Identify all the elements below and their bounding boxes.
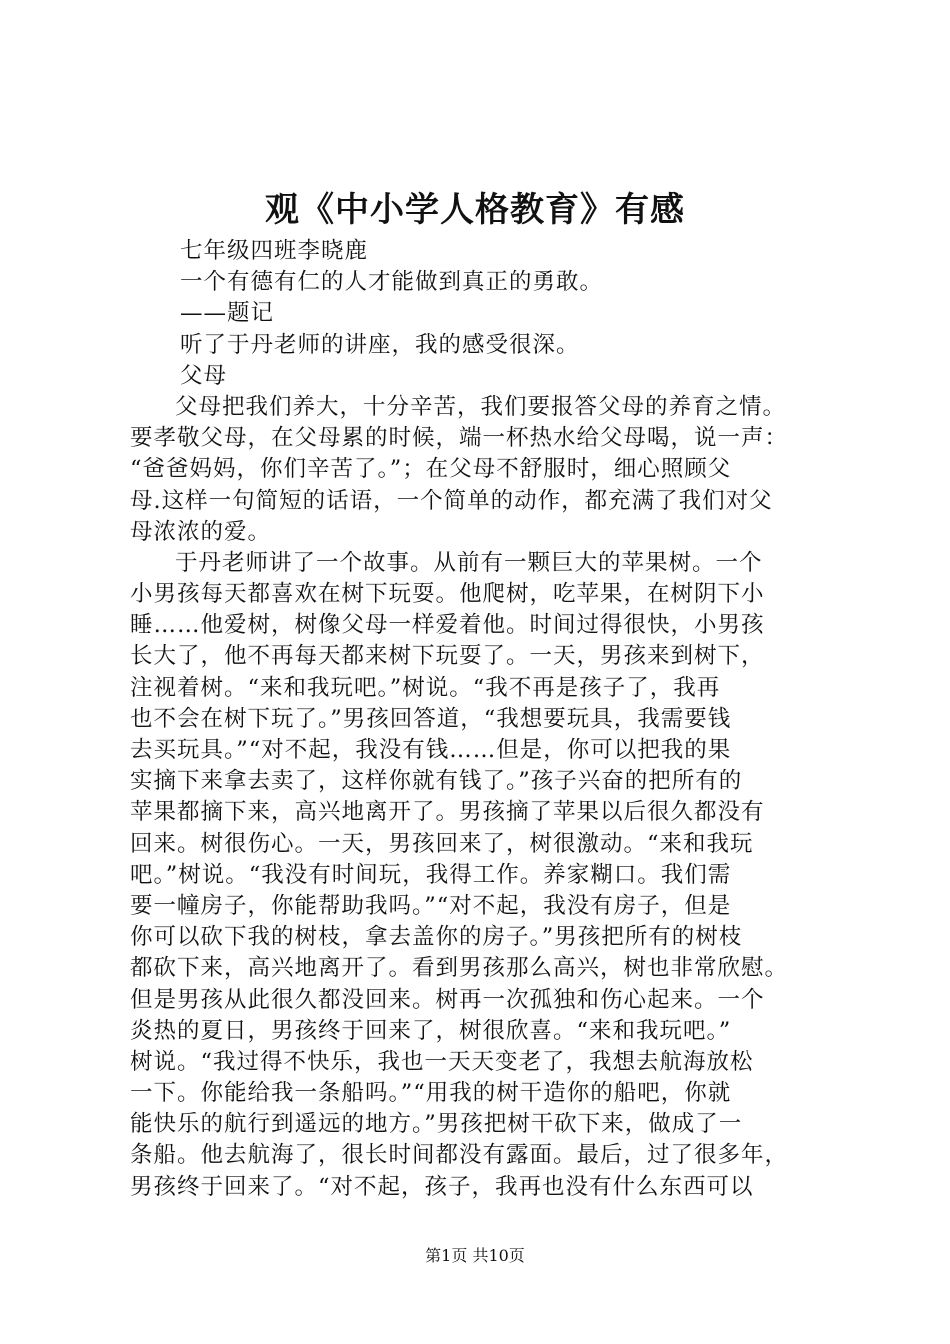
paragraph-1 xyxy=(130,392,830,548)
page-title: 观《中小学人格教育》有感 xyxy=(265,190,685,230)
paragraph-line: 睡……他爱树，树像父母一样爱着他。时间过得很快，小男孩 xyxy=(130,612,765,639)
paragraph-line: 母.这样一句简短的话语，一个简单的动作，都充满了我们对父 xyxy=(130,487,773,514)
paragraph-line: 都砍下来，高兴地离开了。看到男孩那么高兴，树也非常欣慰。 xyxy=(130,955,789,982)
section-heading: 父母 xyxy=(180,362,228,389)
author-line: 七年级四班李晓鹿 xyxy=(180,238,369,264)
paragraph-line: 要一幢房子，你能帮助我吗。”“对不起，我没有房子，但是 xyxy=(130,892,732,919)
intro-line: 听了于丹老师的讲座，我的感受很深。 xyxy=(180,331,580,358)
paragraph-line: 父母把我们养大，十分辛苦，我们要报答父母的养育之情。 xyxy=(175,393,787,420)
paragraph-line: 去买玩具。”“对不起，我没有钱……但是，你可以把我的果 xyxy=(130,737,732,763)
paragraph-line: 但是男孩从此很久都没回来。树再一次孤独和伤心起来。一个 xyxy=(130,986,765,1013)
paragraph-line: 树说。“我过得不快乐，我也一天天变老了，我想去航海放松 xyxy=(130,1048,754,1075)
paragraph-line: 于丹老师讲了一个故事。从前有一颗巨大的苹果树。一个 xyxy=(175,549,763,576)
epigraph-source: ——题记 xyxy=(180,300,275,327)
paragraph-line: 注视着树。“来和我玩吧。”树说。“我不再是孩子了，我再 xyxy=(130,674,721,701)
paragraph-line: 母浓浓的爱。 xyxy=(130,518,272,545)
paragraph-line: “爸爸妈妈，你们辛苦了。”；在父母不舒服时，细心照顾父 xyxy=(130,456,732,483)
paragraph-2 xyxy=(130,548,830,1203)
paragraph-line: 回来。树很伤心。一天，男孩回来了，树很激动。“来和我玩 xyxy=(130,830,754,857)
paragraph-line: 炎热的夏日，男孩终于回来了，树很欣喜。“来和我玩吧。” xyxy=(130,1017,732,1044)
paragraph-line: 长大了，他不再每天都来树下玩耍了。一天，男孩来到树下， xyxy=(130,643,765,670)
paragraph-line: 能快乐的航行到遥远的地方。”男孩把树干砍下来，做成了一 xyxy=(130,1111,743,1138)
document-body xyxy=(130,236,830,1203)
paragraph-line: 也不会在树下玩了。”男孩回答道，“我想要玩具，我需要钱 xyxy=(130,705,732,732)
paragraph-line: 男孩终于回来了。“对不起，孩子，我再也没有什么东西可以 xyxy=(130,1173,754,1200)
paragraph-line: 吧。”树说。“我没有时间玩，我得工作。养家糊口。我们需 xyxy=(130,861,732,888)
epigraph: 一个有德有仁的人才能做到真正的勇敢。 xyxy=(180,269,604,296)
paragraph-line: 要孝敬父母，在父母累的时候，端一杯热水给父母喝，说一声： xyxy=(130,425,789,452)
paragraph-line: 小男孩每天都喜欢在树下玩耍。他爬树，吃苹果，在树阴下小 xyxy=(130,581,765,608)
paragraph-line: 你可以砍下我的树枝，拿去盖你的房子。”男孩把所有的树枝 xyxy=(130,924,743,951)
paragraph-line: 苹果都摘下来，高兴地离开了。男孩摘了苹果以后很久都没有 xyxy=(130,799,765,826)
paragraph-line: 一下。你能给我一条船吗。”“用我的树干造你的船吧，你就 xyxy=(130,1080,732,1107)
paragraph-line: 条船。他去航海了，很长时间都没有露面。最后，过了很多年， xyxy=(130,1142,789,1169)
paragraph-line: 实摘下来拿去卖了，这样你就有钱了。”孩子兴奋的把所有的 xyxy=(130,768,743,795)
page-footer: 第1页 共10页 xyxy=(425,1246,525,1265)
